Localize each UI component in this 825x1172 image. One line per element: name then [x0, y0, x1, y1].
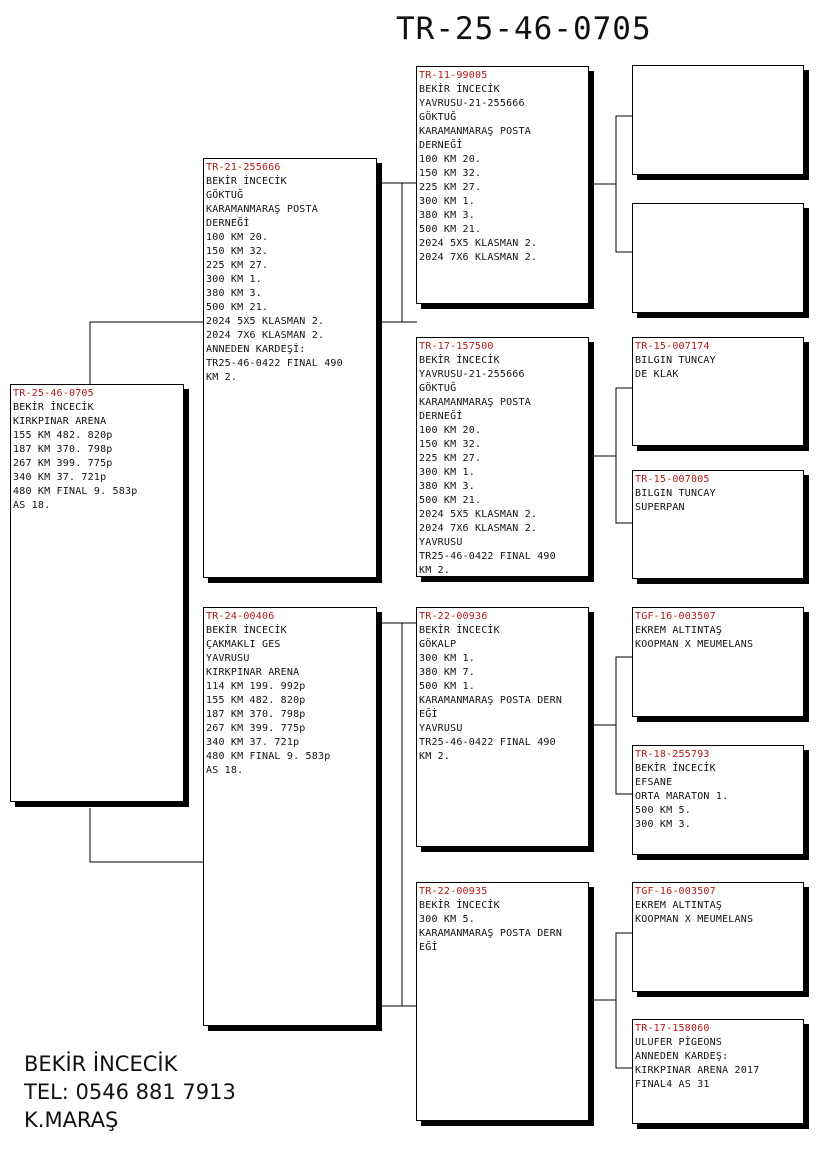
card-line: YAVRUSU: [206, 653, 250, 664]
card-line: BEKİR İNCECİK: [419, 625, 500, 636]
card-line: EKREM ALTINTAŞ: [635, 900, 723, 911]
ring-number: TR-18-255793: [635, 749, 710, 760]
card-line: ÇAKMAKLI GES: [206, 639, 281, 650]
pedigree-card-sire-dam-sire: [632, 337, 804, 446]
card-line: KIRKPINAR ARENA: [206, 667, 300, 678]
ring-number: TR-24-00406: [206, 611, 275, 622]
card-line: SUPERPAN: [635, 502, 685, 513]
card-line: GÖKTUĞ: [419, 383, 457, 394]
pedigree-card-dam-dam: [416, 882, 589, 1121]
pedigree-card-sire-sire-sire: [632, 65, 804, 175]
ring-number: TR-17-158060: [635, 1023, 710, 1034]
ring-number: TR-22-00935: [419, 886, 488, 897]
card-line: 380 KM 3.: [419, 481, 475, 492]
ring-number: TR-11-99005: [419, 70, 488, 81]
ring-number: TR-15-007174: [635, 341, 710, 352]
ring-number: TGF-16-003507: [635, 611, 716, 622]
card-line: EFSANE: [635, 777, 673, 788]
ring-number: TR-21-255666: [206, 162, 281, 173]
card-line: 267 KM 399. 775p: [13, 458, 113, 469]
breeder-contact: [24, 1050, 236, 1134]
card-line: BEKİR İNCECİK: [419, 900, 500, 911]
card-line: 380 KM 3.: [419, 210, 475, 221]
card-line: KM 2.: [206, 372, 238, 383]
card-line: ORTA MARATON 1.: [635, 791, 729, 802]
card-line: 380 KM 3.: [206, 288, 262, 299]
card-line: KARAMANMARAŞ POSTA: [419, 397, 531, 408]
card-line: 500 KM 21.: [419, 224, 482, 235]
card-line: 2024 7X6 KLASMAN 2.: [206, 330, 325, 341]
card-line: 340 KM 37. 721p: [13, 472, 107, 483]
pedigree-card-dam: [203, 607, 377, 1026]
card-line: 500 KM 5.: [635, 805, 691, 816]
card-line: BILGIN TUNCAY: [635, 488, 716, 499]
card-line: KOOPMAN X MEUMELANS: [635, 914, 754, 925]
ring-number: TR-17-157500: [419, 341, 494, 352]
card-line: 300 KM 1.: [419, 196, 475, 207]
card-line: TR25-46-0422 FINAL 490: [419, 551, 556, 562]
ring-number: TR-15-007005: [635, 474, 710, 485]
card-line: YAVRUSU-21-255666: [419, 98, 525, 109]
card-line: 187 KM 370. 798p: [206, 709, 306, 720]
pedigree-title: TR-25-46-0705: [396, 11, 652, 47]
card-line: 225 KM 27.: [206, 260, 269, 271]
card-line: 2024 7X6 KLASMAN 2.: [419, 523, 538, 534]
card-line: 114 KM 199. 992p: [206, 681, 306, 692]
card-line: 155 KM 482. 820p: [206, 695, 306, 706]
card-line: EĞİ: [419, 709, 438, 720]
card-line: 300 KM 5.: [419, 914, 475, 925]
card-line: BEKİR İNCECİK: [419, 355, 500, 366]
pedigree-card-dam-dam-sire: [632, 882, 804, 992]
card-line: 300 KM 1.: [206, 274, 262, 285]
card-line: BEKİR İNCECİK: [206, 625, 287, 636]
pedigree-card-sire-sire: [416, 66, 589, 304]
card-line: AS 18.: [13, 500, 51, 511]
card-line: ANNEDEN KARDEŞ:: [635, 1051, 729, 1062]
card-line: 500 KM 21.: [206, 302, 269, 313]
card-line: 300 KM 1.: [419, 653, 475, 664]
card-line: TR25-46-0422 FINAL 490: [206, 358, 343, 369]
card-line: 380 KM 7.: [419, 667, 475, 678]
card-line: 100 KM 20.: [419, 425, 482, 436]
card-line: 150 KM 32.: [419, 439, 482, 450]
breeder-name: BEKİR İNCECİK: [24, 1052, 178, 1076]
card-line: KARAMANMARAŞ POSTA: [419, 126, 531, 137]
card-line: 150 KM 32.: [419, 168, 482, 179]
card-line: FINAL4 AS 31: [635, 1079, 710, 1090]
card-line: KARAMANMARAŞ POSTA DERN: [419, 928, 563, 939]
card-line: 2024 5X5 KLASMAN 2.: [419, 509, 538, 520]
card-line: ANNEDEN KARDEŞİ:: [206, 344, 306, 355]
card-line: 480 KM FINAL 9. 583p: [206, 751, 331, 762]
card-line: 300 KM 3.: [635, 819, 691, 830]
card-line: 187 KM 370. 798p: [13, 444, 113, 455]
card-line: 100 KM 20.: [419, 154, 482, 165]
card-line: 300 KM 1.: [419, 467, 475, 478]
card-line: EKREM ALTINTAŞ: [635, 625, 723, 636]
card-line: AS 18.: [206, 765, 244, 776]
card-line: KIRKPINAR ARENA 2017: [635, 1065, 760, 1076]
pedigree-card-sire-dam-dam: [632, 470, 804, 579]
pedigree-card-subject: [10, 384, 184, 802]
card-line: DERNEĞİ: [419, 140, 463, 151]
card-line: TR25-46-0422 FINAL 490: [419, 737, 556, 748]
card-line: YAVRUSU: [419, 537, 463, 548]
ring-number: TGF-16-003507: [635, 886, 716, 897]
card-line: KOOPMAN X MEUMELANS: [635, 639, 754, 650]
pedigree-card-dam-dam-dam: [632, 1019, 804, 1124]
pedigree-card-sire: [203, 158, 377, 578]
card-line: KM 2.: [419, 751, 451, 762]
card-line: 2024 5X5 KLASMAN 2.: [419, 238, 538, 249]
ring-number: TR-25-46-0705: [13, 388, 94, 399]
card-line: 155 KM 482. 820p: [13, 430, 113, 441]
card-line: YAVRUSU-21-255666: [419, 369, 525, 380]
card-line: 150 KM 32.: [206, 246, 269, 257]
card-line: EĞİ: [419, 942, 438, 953]
card-line: 500 KM 21.: [419, 495, 482, 506]
card-line: 225 KM 27.: [419, 453, 482, 464]
card-line: 500 KM 1.: [419, 681, 475, 692]
card-line: DERNEĞİ: [419, 411, 463, 422]
card-line: 267 KM 399. 775p: [206, 723, 306, 734]
card-line: GÖKTUĞ: [419, 112, 457, 123]
card-line: KIRKPINAR ARENA: [13, 416, 107, 427]
card-line: 225 KM 27.: [419, 182, 482, 193]
card-line: KARAMANMARAŞ POSTA DERN: [419, 695, 563, 706]
card-line: BILGIN TUNCAY: [635, 355, 716, 366]
card-line: BEKİR İNCECİK: [635, 763, 716, 774]
ring-number: TR-22-00936: [419, 611, 488, 622]
card-line: BEKİR İNCECİK: [13, 402, 94, 413]
card-line: GÖKTUĞ: [206, 190, 244, 201]
pedigree-card-dam-sire: [416, 607, 589, 847]
pedigree-card-sire-sire-dam: [632, 203, 804, 313]
card-line: 100 KM 20.: [206, 232, 269, 243]
pedigree-card-dam-sire-sire: [632, 607, 804, 717]
breeder-phone: TEL: 0546 881 7913: [24, 1080, 236, 1104]
card-line: 2024 5X5 KLASMAN 2.: [206, 316, 325, 327]
card-line: BEKİR İNCECİK: [206, 176, 287, 187]
card-line: YAVRUSU: [419, 723, 463, 734]
card-line: 480 KM FINAL 9. 583p: [13, 486, 138, 497]
card-line: GÖKALP: [419, 639, 457, 650]
pedigree-card-sire-dam: [416, 337, 589, 577]
card-line: ULUFER PİGEONS: [635, 1037, 723, 1048]
card-line: BEKİR İNCECİK: [419, 84, 500, 95]
pedigree-card-dam-sire-dam: [632, 745, 804, 855]
breeder-city: K.MARAŞ: [24, 1108, 119, 1132]
card-line: KARAMANMARAŞ POSTA: [206, 204, 318, 215]
card-line: 2024 7X6 KLASMAN 2.: [419, 252, 538, 263]
card-line: KM 2.: [419, 565, 451, 576]
card-line: 340 KM 37. 721p: [206, 737, 300, 748]
card-line: DERNEĞİ: [206, 218, 250, 229]
card-line: DE KLAK: [635, 369, 679, 380]
